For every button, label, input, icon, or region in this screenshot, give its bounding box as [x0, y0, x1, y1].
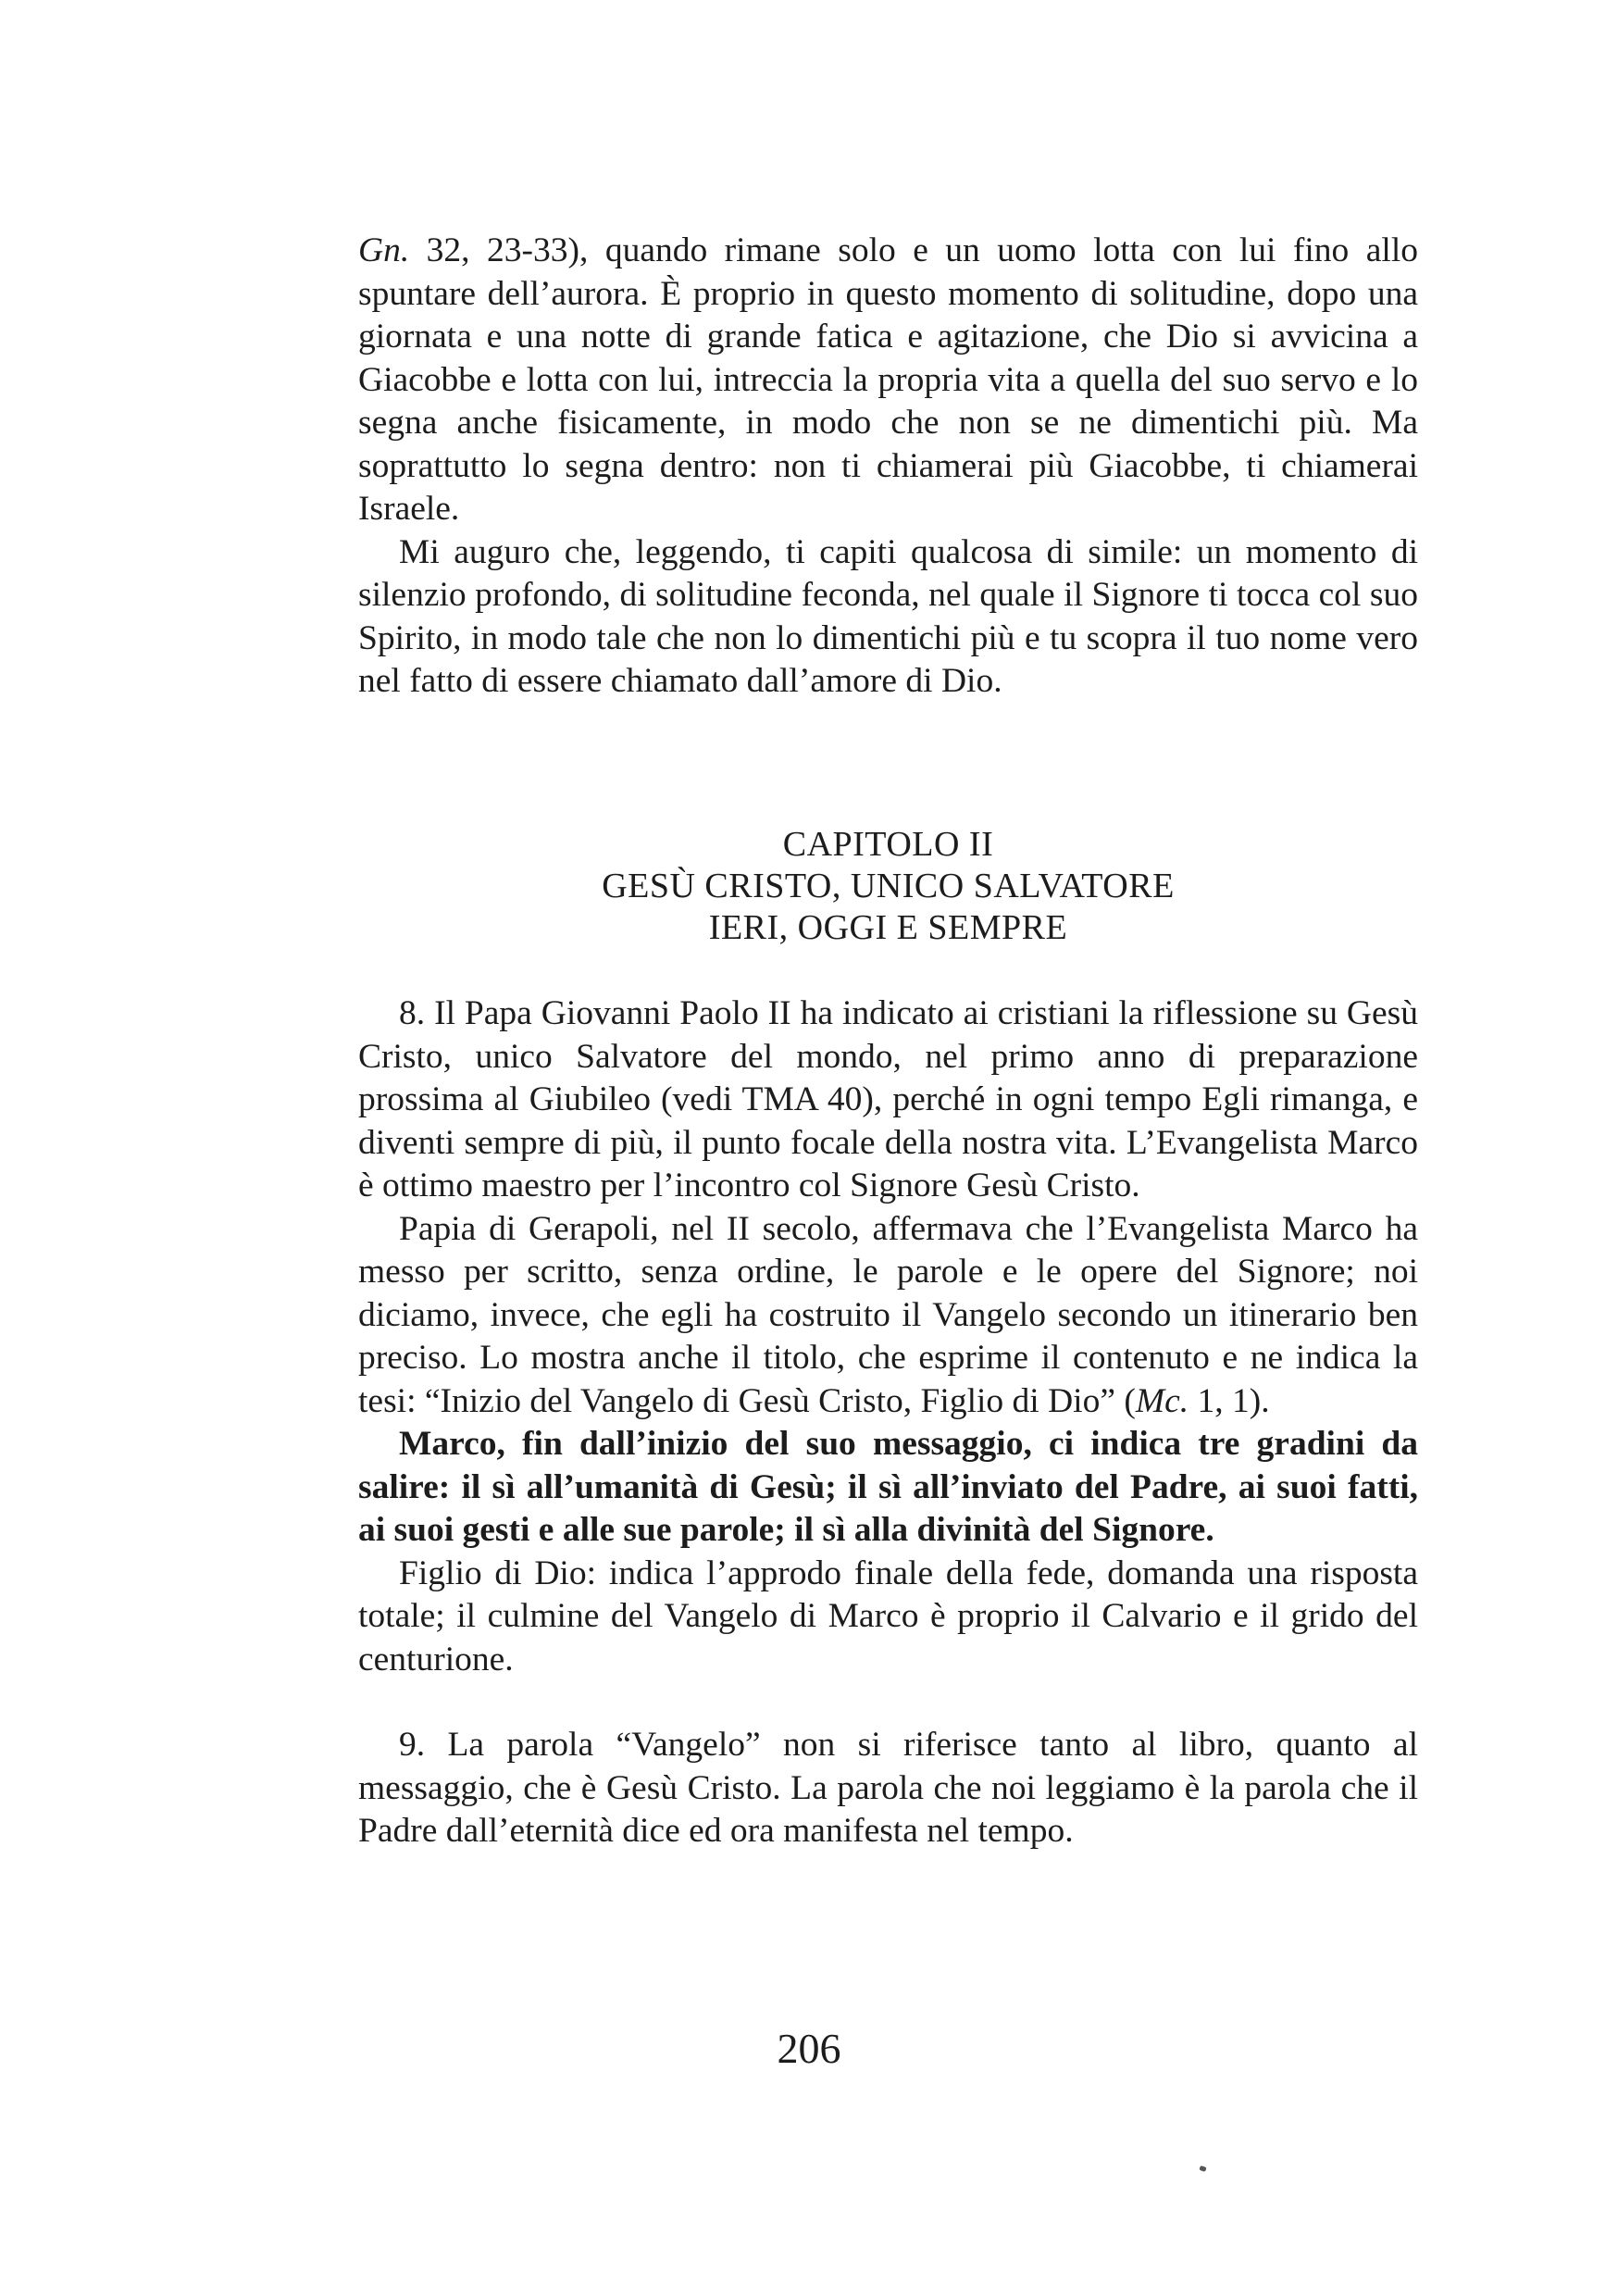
section-8-paragraph-2-text: Papia di Gerapoli, nel II secolo, affermava che l’Evangelista Marco ha messo per scritto, senza ordine, le parole e le opere del Signore; noi diciamo, invece, che egli ha costruito il Vangelo secondo un itinerario ben preciso. Lo mostra anche il titolo, che esprime il contenuto e ne indica la tesi: “Inizio del Vangelo di Gesù Cristo, Figlio di Dio” (: [358, 1209, 1418, 1420]
section-8-paragraph-2: [358, 1208, 1418, 1424]
passage-paragraph-1: [358, 230, 1418, 531]
section-9-paragraph-1: 9. La parola “Vangelo” non si riferisce tanto al libro, quanto al messaggio, che è Gesù Cristo. La parola che noi leggiamo è la parola che il Padre dall’eternità dice ed ora manifesta nel tempo.: [358, 1726, 1418, 1850]
chapter-number: CAPITOLO II: [782, 825, 994, 864]
chapter-heading: [358, 824, 1418, 949]
top-passage: [358, 230, 1418, 704]
section-8-paragraph-1: 8. Il Papa Giovanni Paolo II ha indicato ai cristiani la riflessione su Gesù Cristo, unico Salvatore del mondo, nel primo anno di preparazione prossima al Giubileo (vedi TMA 40), perché in ogni tempo Egli rimanga, e diventi sempre di più, il punto focale della nostra vita. L’Evangelista Marco è ottimo maestro per l’incontro col Signore Gesù Cristo.: [358, 994, 1418, 1204]
chapter-title-line-1: GESÙ CRISTO, UNICO SALVATORE: [602, 867, 1175, 905]
section-8-bold-paragraph: Marco, fin dall’inizio del suo messaggio, ci indica tre gradini da salire: il sì all’umanità di Gesù; il sì all’inviato del Padre, ai suoi fatti, ai suoi gesti e alle sue parole; il sì alla divinità del Signore.: [358, 1425, 1418, 1549]
chapter-body: [358, 992, 1418, 1853]
page-number: 206: [777, 2025, 841, 2072]
passage-paragraph-1-text: 32, 23-33), quando rimane solo e un uomo lotta con lui fino allo spuntare dell’aurora. È proprio in questo momento di solitudine, dopo una giornata e una notte di grande fatica e agitazione, che Dio si avvicina a Giacobbe e lotta con lui, intreccia la propria vita a quella del suo servo e lo segna anche fisicamente, in modo che non se ne dimentichi più. Ma soprattutto lo segna dentro: non ti chiamerai più Giacobbe, ti chiamerai Israele.: [358, 231, 1418, 528]
citation-mark: Mc.: [1135, 1381, 1189, 1420]
passage-paragraph-2: Mi auguro che, leggendo, ti capiti qualcosa di simile: un momento di silenzio profondo, di solitudine feconda, nel quale il Signore ti tocca col suo Spirito, in modo tale che non lo dimentichi più e tu scopra il tuo nome vero nel fatto di essere chiamato dall’amore di Dio.: [358, 532, 1418, 700]
section-8-paragraph-2-end: 1, 1).: [1189, 1381, 1270, 1420]
citation-genesis: Gn.: [358, 231, 410, 269]
section-8-paragraph-4: Figlio di Dio: indica l’approdo finale della fede, domanda una risposta totale; il culmine del Vangelo di Marco è proprio il Calvario e il grido del centurione.: [358, 1554, 1418, 1678]
scan-speck: [1199, 2165, 1206, 2172]
chapter-title-line-2: IERI, OGGI E SEMPRE: [708, 908, 1068, 947]
